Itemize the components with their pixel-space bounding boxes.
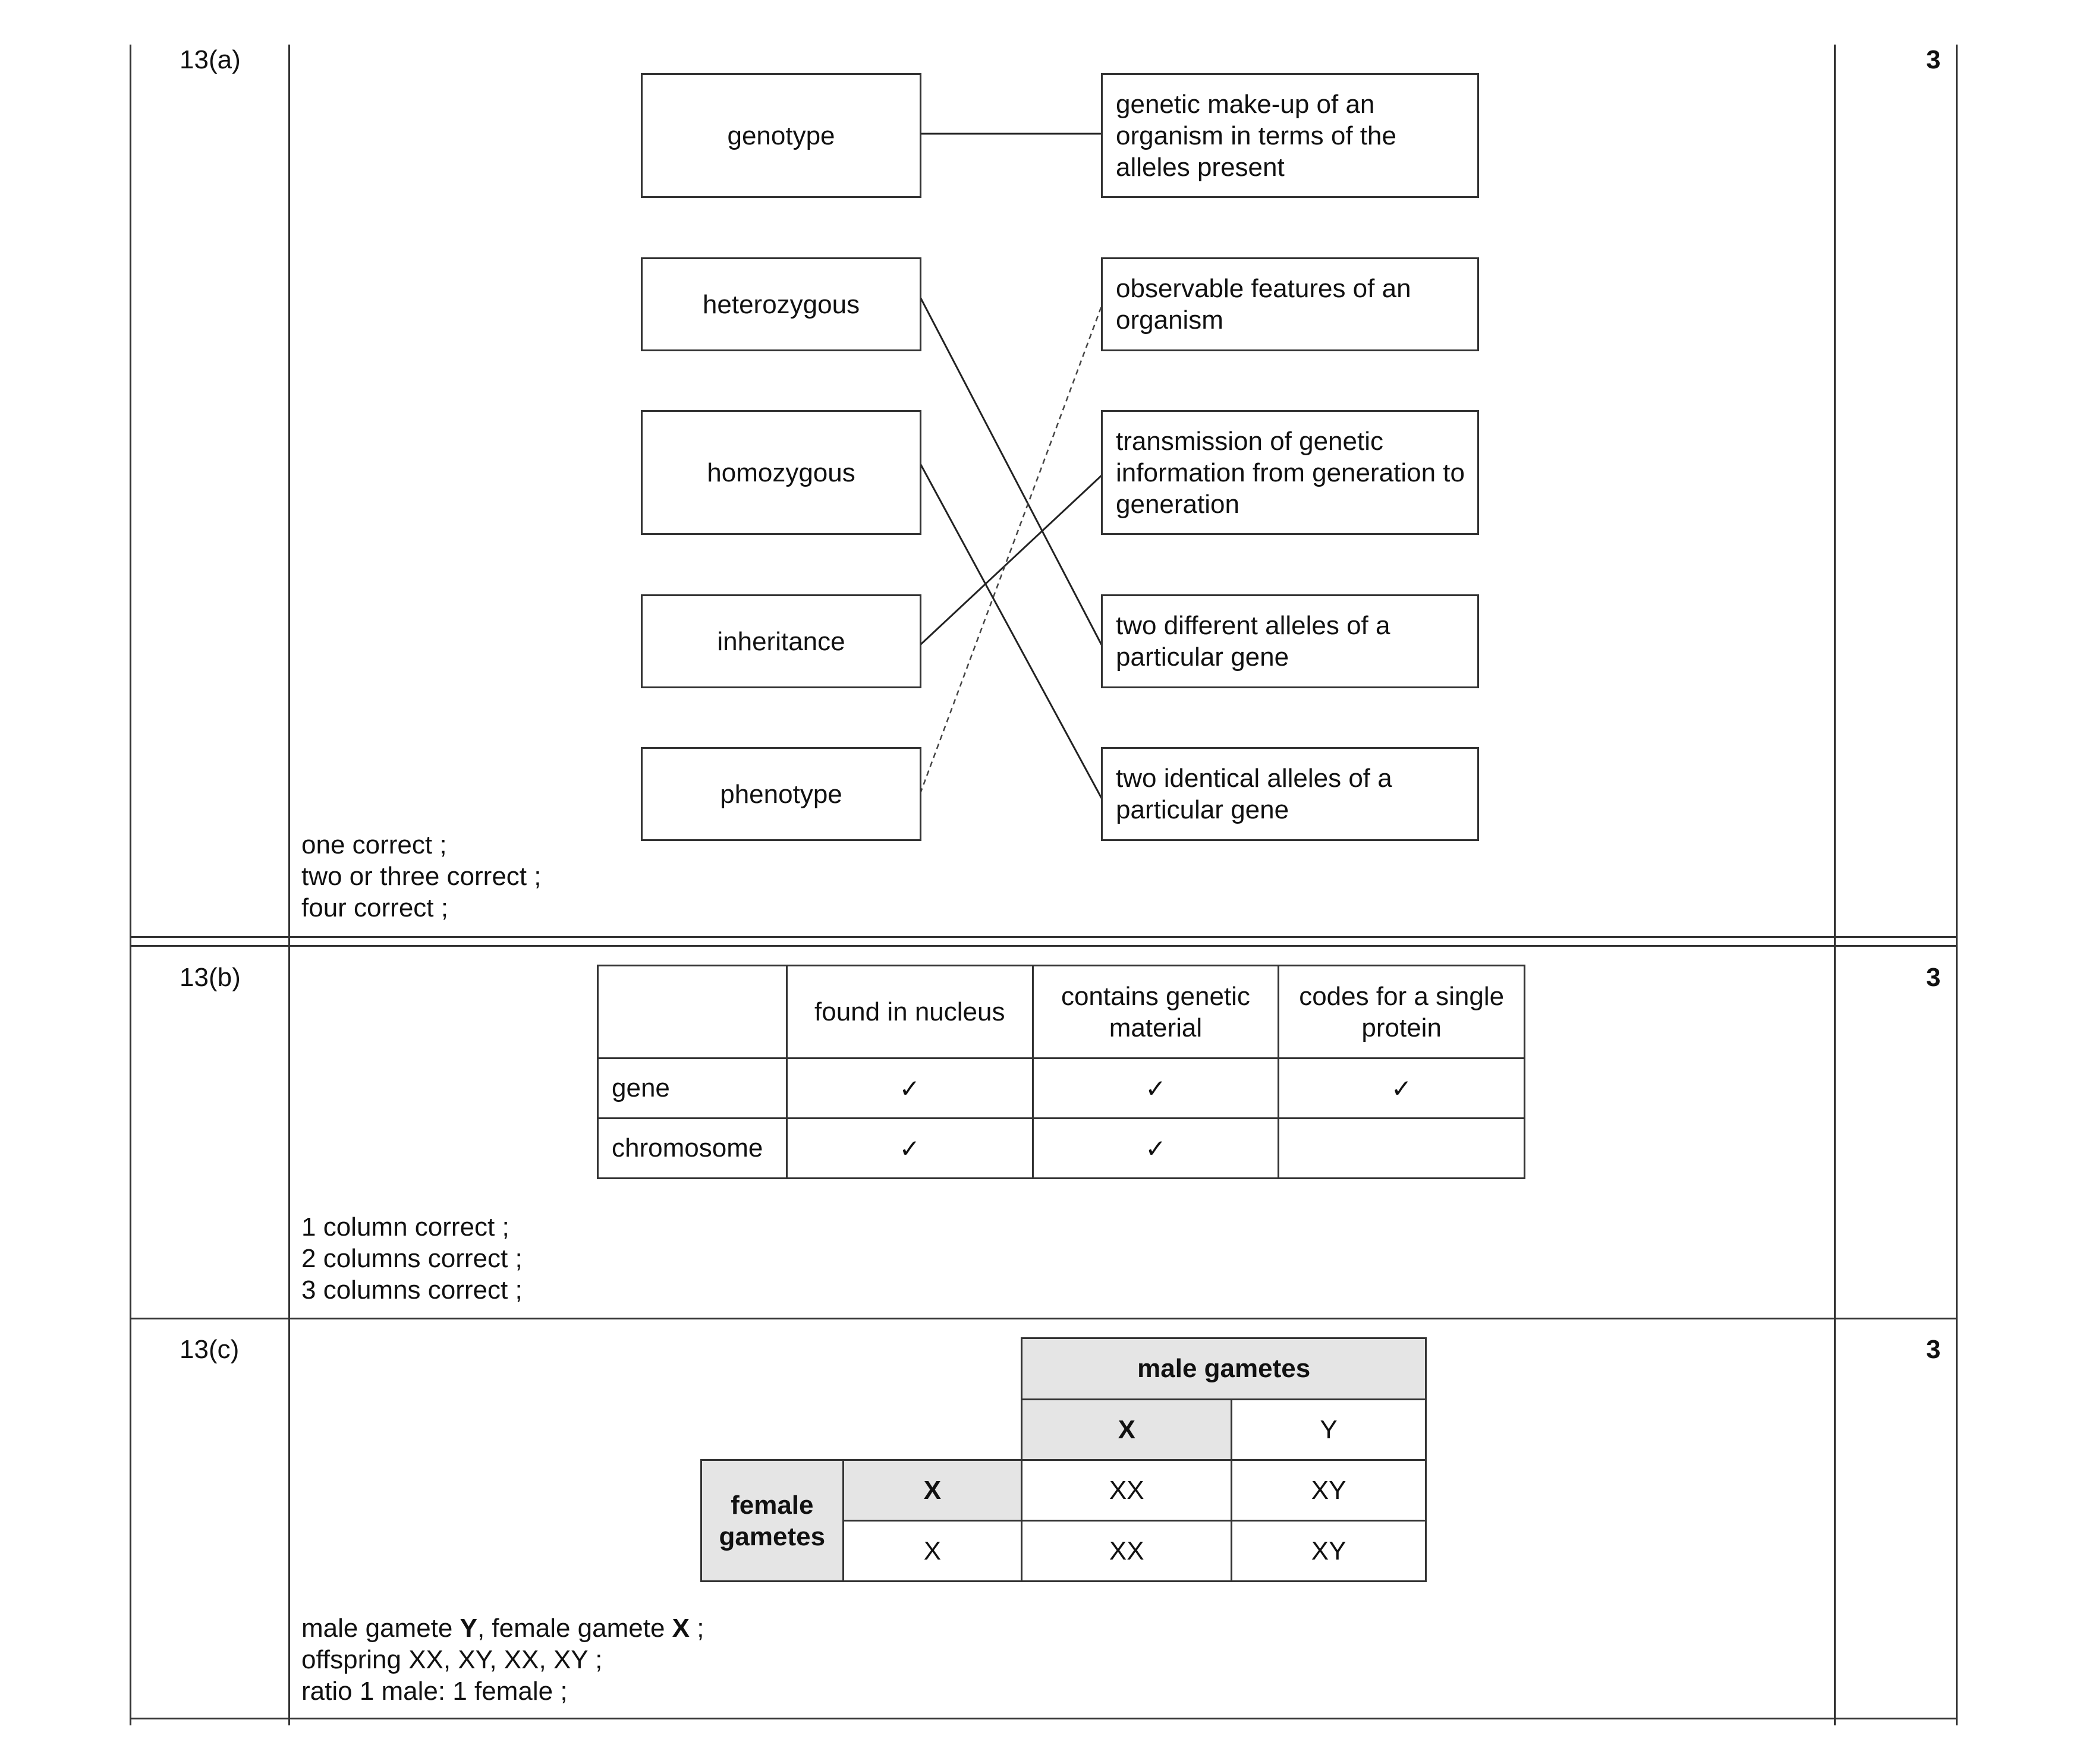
definition-homozygous: two identical alleles of a particular gene bbox=[1101, 747, 1479, 841]
question-number-13c: 13(c) bbox=[180, 1335, 240, 1364]
note-line: two or three correct ; bbox=[301, 862, 542, 891]
blank-cell bbox=[843, 1400, 1022, 1460]
note-line: offspring XX, XY, XX, XY ; bbox=[301, 1645, 603, 1674]
blank-cell bbox=[843, 1338, 1022, 1400]
empty-cell bbox=[1279, 1119, 1525, 1179]
note-line: ratio 1 male: 1 female ; bbox=[301, 1677, 568, 1706]
link-heterozygous bbox=[920, 297, 1102, 645]
tick-icon: ✓ bbox=[786, 1059, 1033, 1119]
offspring-cell: XX bbox=[1022, 1521, 1232, 1582]
male-gamete: Y bbox=[1232, 1400, 1426, 1460]
male-gamete: X bbox=[1022, 1400, 1232, 1460]
marking-notes-13c bbox=[301, 1612, 704, 1707]
tick-icon: ✓ bbox=[786, 1119, 1033, 1179]
definition-phenotype: observable features of an organism bbox=[1101, 257, 1479, 351]
question-number-13a: 13(a) bbox=[180, 45, 241, 74]
note-line bbox=[301, 1612, 704, 1644]
note-fragment: , female gamete bbox=[477, 1614, 672, 1643]
table-row bbox=[598, 1119, 1525, 1179]
link-inheritance bbox=[920, 475, 1102, 645]
term-inheritance: inheritance bbox=[641, 594, 921, 688]
definition-heterozygous: two different alleles of a particular gene bbox=[1101, 594, 1479, 688]
definition-inheritance: transmission of genetic information from generation to generation bbox=[1101, 410, 1479, 535]
term-genotype: genotype bbox=[641, 73, 921, 198]
note-line: 1 column correct ; bbox=[301, 1212, 509, 1242]
row-label-gene: gene bbox=[598, 1059, 787, 1119]
row-label-chromosome: chromosome bbox=[598, 1119, 787, 1179]
offspring-cell: XY bbox=[1232, 1521, 1426, 1582]
link-homozygous bbox=[920, 464, 1102, 798]
term-phenotype: phenotype bbox=[641, 747, 921, 841]
blank-cell bbox=[701, 1338, 844, 1400]
note-fragment: male gamete bbox=[301, 1614, 460, 1643]
punnett-square bbox=[700, 1337, 1427, 1582]
note-line: one correct ; bbox=[301, 830, 447, 859]
male-gametes-header: male gametes bbox=[1022, 1338, 1426, 1400]
column-header: codes for a single protein bbox=[1279, 966, 1525, 1059]
note-line: 2 columns correct ; bbox=[301, 1244, 523, 1273]
marks-13c: 3 bbox=[1926, 1335, 1941, 1364]
term-heterozygous: heterozygous bbox=[641, 257, 921, 351]
tick-icon: ✓ bbox=[1279, 1059, 1525, 1119]
marking-notes-13a bbox=[301, 829, 541, 924]
female-gametes-header: female gametes bbox=[701, 1460, 844, 1582]
question-number-13b: 13(b) bbox=[180, 963, 241, 992]
tick-icon: ✓ bbox=[1033, 1059, 1279, 1119]
marks-13b: 3 bbox=[1926, 963, 1941, 992]
link-phenotype bbox=[920, 306, 1102, 793]
offspring-cell: XY bbox=[1232, 1460, 1426, 1521]
term-homozygous: homozygous bbox=[641, 410, 921, 535]
note-fragment: ; bbox=[690, 1614, 704, 1643]
table-corner-cell bbox=[598, 966, 787, 1059]
tick-icon: ✓ bbox=[1033, 1119, 1279, 1179]
blank-cell bbox=[701, 1400, 844, 1460]
gene-chromosome-table bbox=[597, 965, 1525, 1179]
offspring-cell: XX bbox=[1022, 1460, 1232, 1521]
column-header: contains genetic material bbox=[1033, 966, 1279, 1059]
note-line: four correct ; bbox=[301, 893, 448, 922]
marks-13a: 3 bbox=[1926, 45, 1941, 74]
female-gamete: X bbox=[843, 1460, 1022, 1521]
note-fragment-bold: Y bbox=[460, 1614, 477, 1643]
column-header: found in nucleus bbox=[786, 966, 1033, 1059]
table-row bbox=[598, 1059, 1525, 1119]
note-fragment-bold: X bbox=[672, 1614, 690, 1643]
marking-notes-13b bbox=[301, 1211, 523, 1306]
female-gamete: X bbox=[843, 1521, 1022, 1582]
definition-genotype: genetic make-up of an organism in terms of the alleles present bbox=[1101, 73, 1479, 198]
note-line: 3 columns correct ; bbox=[301, 1275, 523, 1305]
